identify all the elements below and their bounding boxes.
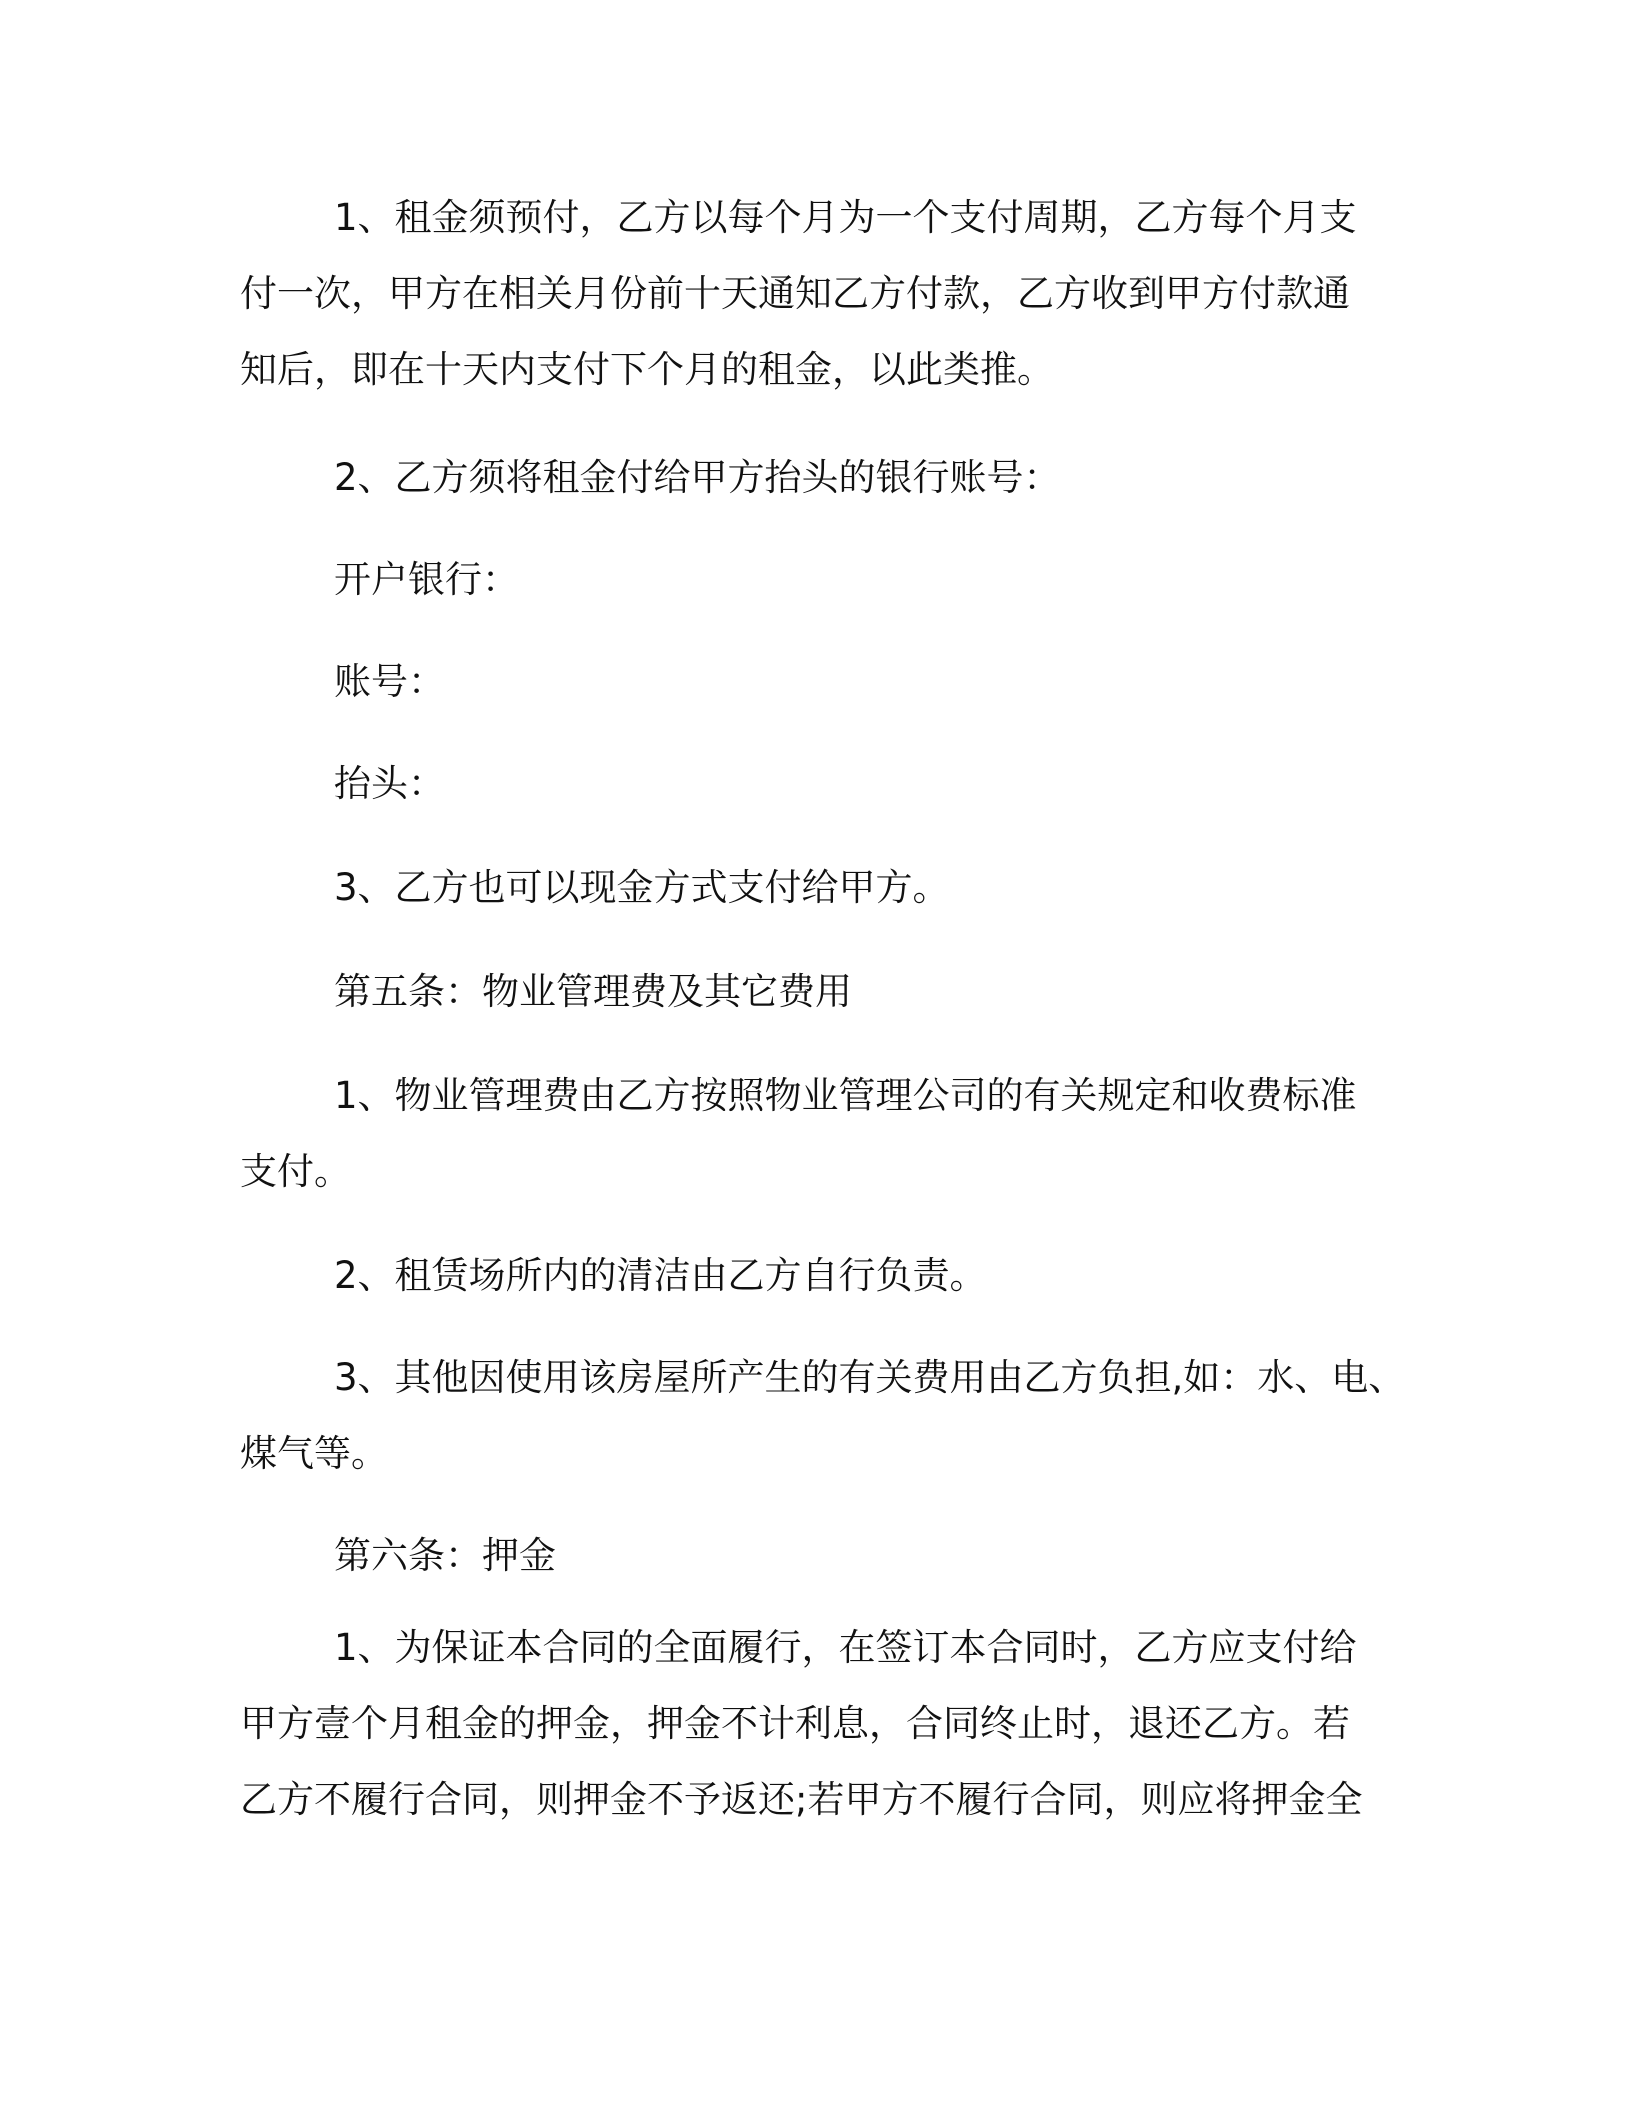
text-line: 3、乙方也可以现金方式支付给甲方。: [334, 866, 950, 909]
field-account-title: [240, 746, 1400, 822]
text-line: 1、物业管理费由乙方按照物业管理公司的有关规定和收费标准: [334, 1074, 1357, 1117]
text-line: 知后，即在十天内支付下个月的租金，以此类推。: [240, 348, 1054, 391]
field-account-number: [240, 644, 1400, 720]
text-line: 抬头：: [334, 762, 445, 805]
paragraph-property-fee: [240, 1058, 1400, 1210]
paragraph-bank-account: [240, 440, 1400, 516]
field-bank-name: [240, 542, 1400, 618]
heading-article-six: [240, 1518, 1400, 1594]
text-line: 1、租金须预付，乙方以每个月为一个支付周期，乙方每个月支: [334, 196, 1357, 239]
text-line: 2、租赁场所内的清洁由乙方自行负责。: [334, 1254, 987, 1297]
text-line: 付一次，甲方在相关月份前十天通知乙方付款，乙方收到甲方付款通: [240, 272, 1350, 315]
text-line: 支付。: [240, 1150, 351, 1193]
text-line: 1、为保证本合同的全面履行，在签订本合同时，乙方应支付给: [334, 1626, 1357, 1669]
paragraph-cash-payment: [240, 850, 1400, 926]
text-line: 煤气等。: [240, 1432, 388, 1475]
paragraph-deposit: [240, 1610, 1400, 1838]
text-line: 甲方壹个月租金的押金，押金不计利息，合同终止时，退还乙方。若: [240, 1702, 1350, 1745]
text-line: 第六条：押金: [334, 1534, 556, 1577]
heading-article-five: [240, 954, 1400, 1030]
text-line: 乙方不履行合同，则押金不予返还;若甲方不履行合同，则应将押金全: [240, 1778, 1363, 1821]
text-line: 账号：: [334, 660, 445, 703]
paragraph-cleaning: [240, 1238, 1400, 1314]
paragraph-rent-prepayment: [240, 180, 1400, 408]
text-line: 3、其他因使用该房屋所产生的有关费用由乙方负担,如：水、电、: [334, 1356, 1406, 1399]
text-line: 第五条：物业管理费及其它费用: [334, 970, 852, 1013]
paragraph-utilities: [240, 1340, 1406, 1492]
text-line: 开户银行：: [334, 558, 519, 601]
text-line: 2、乙方须将租金付给甲方抬头的银行账号：: [334, 456, 1061, 499]
